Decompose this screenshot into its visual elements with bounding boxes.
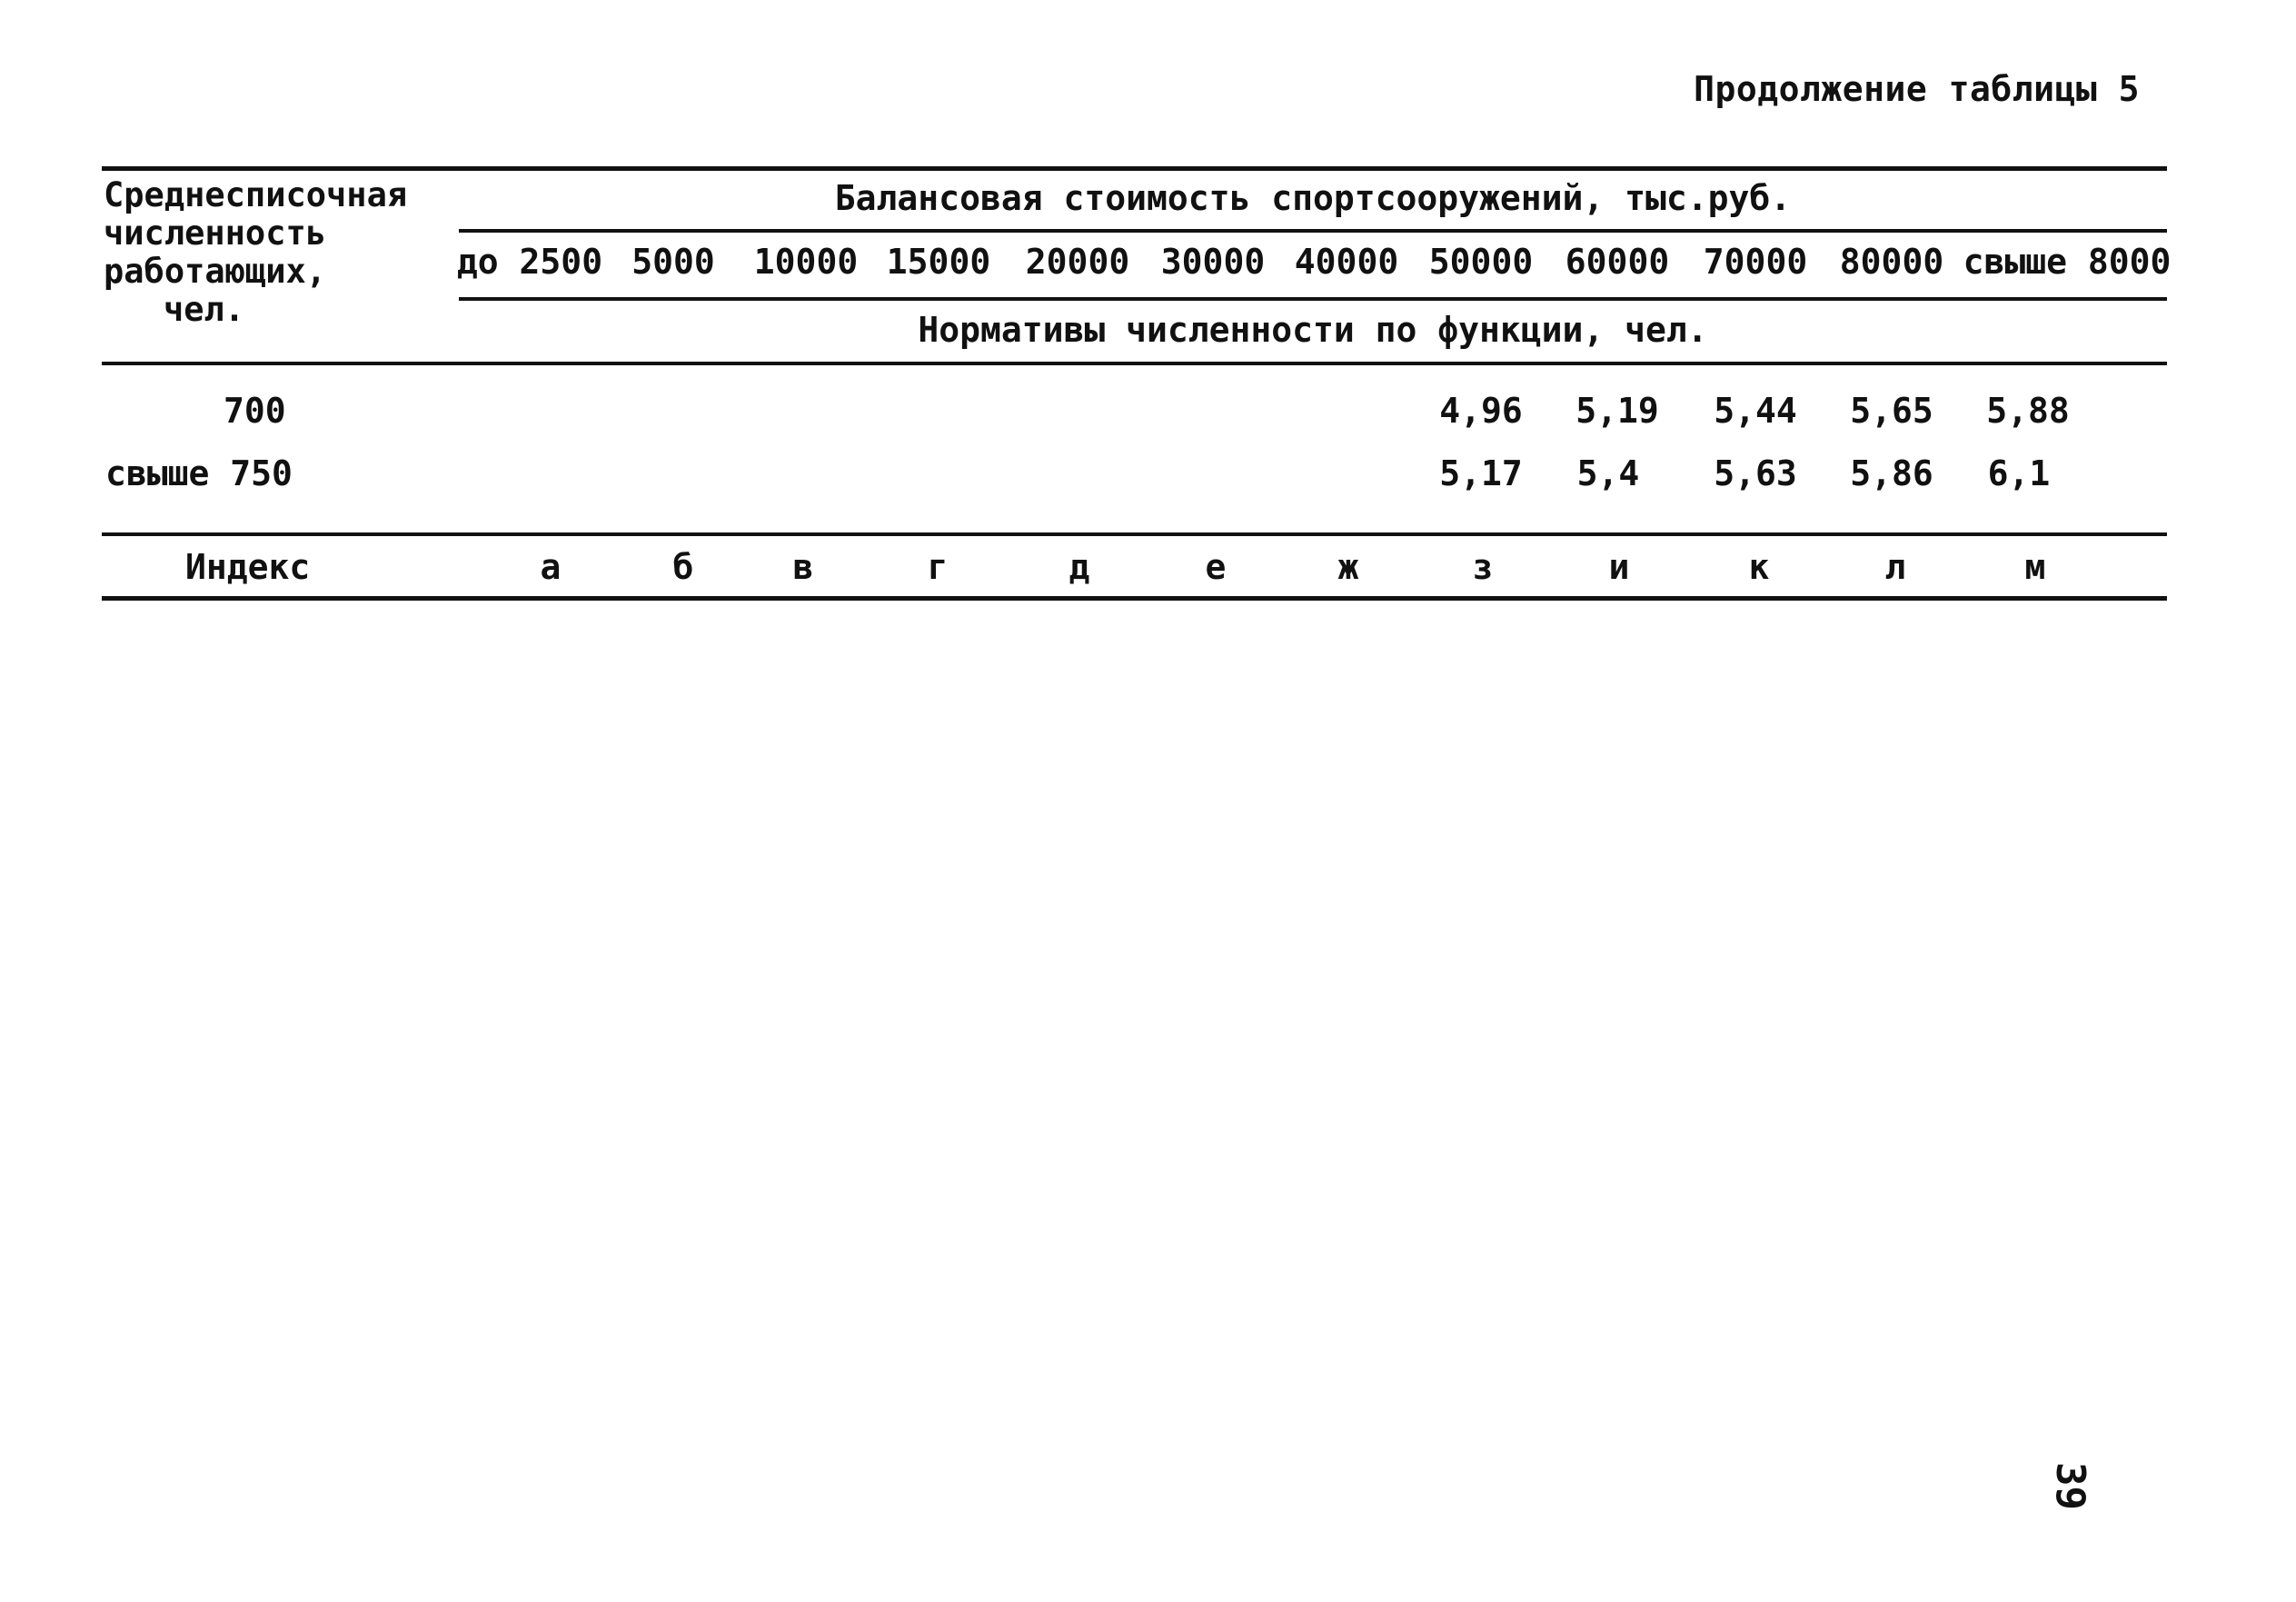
column-header: 80000 (1839, 242, 1944, 282)
header-rule-1 (459, 229, 2167, 233)
column-header: 30000 (1160, 242, 1266, 282)
index-top-rule (102, 532, 2167, 536)
table-cell: 5,17 (1439, 453, 1523, 493)
index-cell: м (2024, 547, 2046, 587)
body-top-rule (102, 362, 2167, 365)
column-header: 60000 (1565, 242, 1670, 282)
index-cell: г (927, 547, 949, 587)
row-label: 700 (224, 391, 286, 431)
column-header: 10000 (753, 242, 859, 282)
index-cell: з (1472, 547, 1494, 587)
stub-header-line-4: чел. (164, 290, 245, 329)
column-group-header: Балансовая стоимость спортсооружений, тыс.руб. (834, 178, 1792, 218)
column-header: 20000 (1025, 242, 1130, 282)
table-cell: 5,44 (1714, 391, 1797, 431)
index-cell: и (1608, 547, 1630, 587)
stub-header-line-1: Среднесписочная (104, 175, 408, 214)
index-cell: а (540, 547, 562, 587)
column-header: 5000 (631, 242, 715, 282)
table-cell: 6,1 (1987, 453, 2051, 493)
table-caption: Продолжение таблицы 5 (1694, 69, 2140, 109)
column-headers (456, 242, 2172, 293)
index-cell: к (1748, 547, 1770, 587)
index-cell: л (1884, 547, 1906, 587)
table-cell: 4,96 (1439, 391, 1523, 431)
column-header: 50000 (1428, 242, 1534, 282)
column-header: 70000 (1703, 242, 1808, 282)
stub-header-line-2: численность (104, 214, 327, 253)
index-cell: в (792, 547, 814, 587)
table-bottom-rule (102, 596, 2167, 601)
table-cell: 5,19 (1575, 391, 1659, 431)
column-header: до 2500 (456, 242, 603, 282)
table-cell: 5,63 (1714, 453, 1797, 493)
index-cell: е (1205, 547, 1227, 587)
table-top-rule (102, 166, 2167, 171)
row-label: свыше 750 (105, 453, 293, 493)
column-header: 40000 (1294, 242, 1399, 282)
stub-header-line-3: работающих, (104, 252, 327, 291)
index-cell: д (1068, 547, 1090, 587)
index-row-label: Индекс (185, 547, 311, 587)
page-number: 39 (2046, 1462, 2093, 1510)
table-cell: 5,65 (1850, 391, 1933, 431)
index-cell: ж (1337, 547, 1359, 587)
table-cell: 5,86 (1850, 453, 1933, 493)
table-cell: 5,88 (1986, 391, 2070, 431)
subheader: Нормативы численности по функции, чел. (918, 310, 1708, 350)
column-header: свыше 8000 (1963, 242, 2172, 282)
column-header: 15000 (886, 242, 991, 282)
header-rule-2 (459, 297, 2167, 301)
index-cell: б (672, 547, 694, 587)
stub-header (104, 176, 431, 329)
table-cell: 5,4 (1576, 453, 1640, 493)
